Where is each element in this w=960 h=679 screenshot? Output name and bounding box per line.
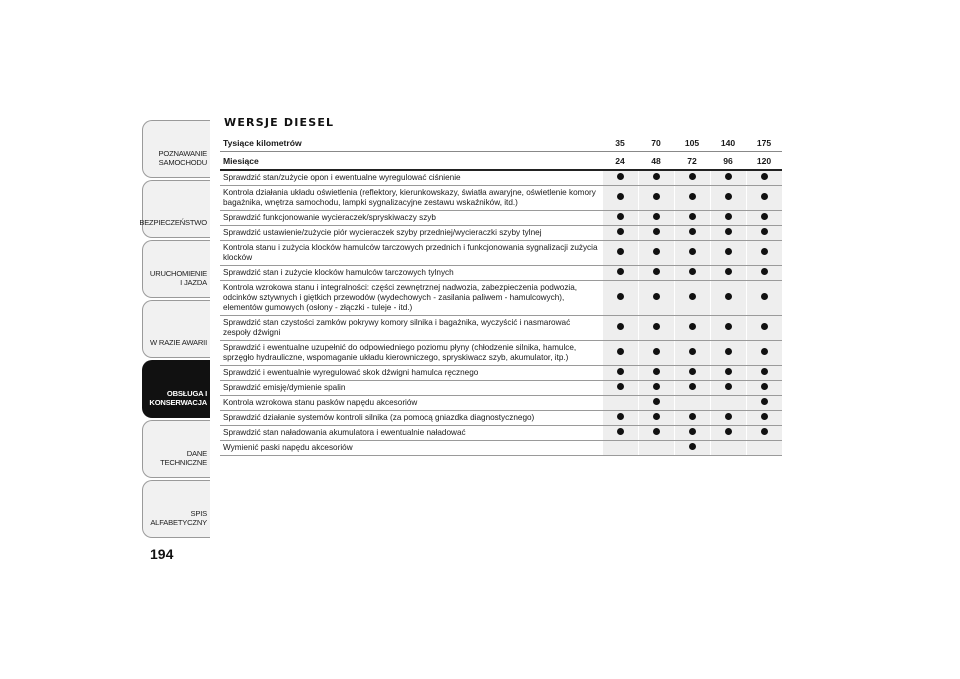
header-km-value: 175 <box>746 134 782 152</box>
task-description: Sprawdzić działanie systemów kontroli silnika (za pomocą gniazdka diagnostycznego) <box>220 411 602 426</box>
bullet-icon <box>725 323 732 330</box>
table-row <box>220 426 782 441</box>
bullet-icon <box>653 323 660 330</box>
page-number: 194 <box>150 546 174 562</box>
interval-cell <box>638 441 674 456</box>
bullet-icon <box>689 228 696 235</box>
interval-cell <box>674 316 710 341</box>
task-description: Kontrola wzrokowa stanu pasków napędu akcesoriów <box>220 396 602 411</box>
interval-cell <box>746 411 782 426</box>
bullet-icon <box>617 173 624 180</box>
task-description: Kontrola działania układu oświetlenia (reflektory, kierunkowskazy, światła awaryjne, oświetlenie komory bagażnika, wnętrza samochodu, lampki sygnalizacyjne zestawu wskaźników, itd.) <box>220 186 602 211</box>
task-description: Sprawdzić stan/zużycie opon i ewentualne wyregulować ciśnienie <box>220 170 602 186</box>
interval-cell <box>746 241 782 266</box>
interval-cell <box>602 366 638 381</box>
bullet-icon <box>617 348 624 355</box>
interval-cell <box>746 281 782 316</box>
maintenance-schedule-table <box>220 134 782 456</box>
interval-cell <box>710 441 746 456</box>
interval-cell <box>710 170 746 186</box>
interval-cell <box>638 316 674 341</box>
bullet-icon <box>689 428 696 435</box>
interval-cell <box>638 211 674 226</box>
interval-cell <box>746 186 782 211</box>
table-row <box>220 211 782 226</box>
interval-cell <box>602 341 638 366</box>
interval-cell <box>710 186 746 211</box>
bullet-icon <box>617 248 624 255</box>
bullet-icon <box>689 173 696 180</box>
interval-cell <box>602 266 638 281</box>
bullet-icon <box>617 228 624 235</box>
bullet-icon <box>725 173 732 180</box>
interval-cell <box>602 426 638 441</box>
interval-cell <box>746 266 782 281</box>
table-row <box>220 411 782 426</box>
interval-cell <box>710 281 746 316</box>
header-month-value: 24 <box>602 152 638 171</box>
bullet-icon <box>689 213 696 220</box>
bullet-icon <box>653 173 660 180</box>
interval-cell <box>710 316 746 341</box>
interval-cell <box>602 281 638 316</box>
interval-cell <box>746 170 782 186</box>
interval-cell <box>674 341 710 366</box>
table-row <box>220 226 782 241</box>
interval-cell <box>746 341 782 366</box>
interval-cell <box>746 441 782 456</box>
interval-cell <box>602 226 638 241</box>
tab-label: URUCHOMIENIE I JAZDA <box>149 269 207 287</box>
table-row <box>220 266 782 281</box>
header-month-value: 120 <box>746 152 782 171</box>
bullet-icon <box>617 293 624 300</box>
table-row <box>220 170 782 186</box>
bullet-icon <box>761 323 768 330</box>
task-description: Sprawdzić stan naładowania akumulatora i ewentualnie naładować <box>220 426 602 441</box>
interval-cell <box>674 226 710 241</box>
interval-cell <box>602 241 638 266</box>
interval-cell <box>638 381 674 396</box>
interval-cell <box>638 186 674 211</box>
tab-dane-techniczne[interactable] <box>142 420 210 478</box>
interval-cell <box>638 170 674 186</box>
header-km-label: Tysiące kilometrów <box>220 134 602 152</box>
bullet-icon <box>689 383 696 390</box>
bullet-icon <box>653 293 660 300</box>
bullet-icon <box>725 413 732 420</box>
interval-cell <box>638 366 674 381</box>
bullet-icon <box>761 398 768 405</box>
bullet-icon <box>725 428 732 435</box>
bullet-icon <box>653 193 660 200</box>
interval-cell <box>638 226 674 241</box>
interval-cell <box>674 170 710 186</box>
interval-cell <box>710 211 746 226</box>
bullet-icon <box>653 428 660 435</box>
header-km-value: 35 <box>602 134 638 152</box>
table-row <box>220 281 782 316</box>
interval-cell <box>710 266 746 281</box>
bullet-icon <box>725 383 732 390</box>
interval-cell <box>710 411 746 426</box>
table-row <box>220 186 782 211</box>
bullet-icon <box>725 248 732 255</box>
bullet-icon <box>617 428 624 435</box>
bullet-icon <box>653 248 660 255</box>
interval-cell <box>602 316 638 341</box>
bullet-icon <box>653 348 660 355</box>
bullet-icon <box>617 193 624 200</box>
interval-cell <box>710 341 746 366</box>
task-description: Sprawdzić i ewentualnie wyregulować skok dźwigni hamulca ręcznego <box>220 366 602 381</box>
bullet-icon <box>725 228 732 235</box>
bullet-icon <box>689 248 696 255</box>
interval-cell <box>602 170 638 186</box>
bullet-icon <box>653 413 660 420</box>
interval-cell <box>674 186 710 211</box>
interval-cell <box>746 396 782 411</box>
interval-cell <box>674 411 710 426</box>
bullet-icon <box>761 348 768 355</box>
interval-cell <box>746 381 782 396</box>
bullet-icon <box>725 193 732 200</box>
tab-label: POZNAWANIE SAMOCHODU <box>158 149 207 167</box>
bullet-icon <box>617 413 624 420</box>
interval-cell <box>602 381 638 396</box>
header-month-value: 72 <box>674 152 710 171</box>
bullet-icon <box>617 368 624 375</box>
interval-cell <box>710 396 746 411</box>
bullet-icon <box>761 383 768 390</box>
bullet-icon <box>725 348 732 355</box>
task-description: Sprawdzić stan czystości zamków pokrywy komory silnika i bagażnika, wyczyścić i nasmarować zespoły dźwigni <box>220 316 602 341</box>
header-month-value: 48 <box>638 152 674 171</box>
bullet-icon <box>761 293 768 300</box>
interval-cell <box>638 426 674 441</box>
interval-cell <box>746 226 782 241</box>
task-description: Kontrola stanu i zużycia klocków hamulców tarczowych przednich i funkcjonowania sygnalizacji zużycia klocków <box>220 241 602 266</box>
interval-cell <box>746 426 782 441</box>
task-description: Sprawdzić i ewentualne uzupełnić do odpowiedniego poziomu płyny (chłodzenie silnika, hamulce, sprzęgło hydrauliczne, wspomaganie układu kierowniczego, spryskiwacz szyb, akumulator, itp.) <box>220 341 602 366</box>
bullet-icon <box>761 368 768 375</box>
interval-cell <box>638 241 674 266</box>
task-description: Sprawdzić emisję/dymienie spalin <box>220 381 602 396</box>
interval-cell <box>674 211 710 226</box>
interval-cell <box>710 426 746 441</box>
tab-label: DANE TECHNICZNE <box>160 449 207 467</box>
bullet-icon <box>653 228 660 235</box>
bullet-icon <box>725 268 732 275</box>
tab-spis-alfabetyczny[interactable] <box>142 480 210 538</box>
table-row <box>220 341 782 366</box>
bullet-icon <box>761 213 768 220</box>
bullet-icon <box>653 368 660 375</box>
bullet-icon <box>653 383 660 390</box>
bullet-icon <box>653 268 660 275</box>
interval-cell <box>602 211 638 226</box>
task-description: Sprawdzić funkcjonowanie wycieraczek/spryskiwaczy szyb <box>220 211 602 226</box>
interval-cell <box>602 396 638 411</box>
bullet-icon <box>689 413 696 420</box>
header-row-km <box>220 134 782 152</box>
bullet-icon <box>761 268 768 275</box>
table-row <box>220 241 782 266</box>
bullet-icon <box>689 193 696 200</box>
tab-label: BEZPIECZEŃSTWO <box>139 218 207 227</box>
bullet-icon <box>761 428 768 435</box>
table-row <box>220 366 782 381</box>
table-row <box>220 316 782 341</box>
interval-cell <box>710 241 746 266</box>
interval-cell <box>710 366 746 381</box>
bullet-icon <box>761 413 768 420</box>
bullet-icon <box>689 293 696 300</box>
tab-obsluga-i-konserwacja[interactable] <box>142 360 210 418</box>
interval-cell <box>638 396 674 411</box>
interval-cell <box>674 426 710 441</box>
interval-cell <box>602 411 638 426</box>
header-row-months <box>220 152 782 171</box>
bullet-icon <box>689 443 696 450</box>
header-km-value: 70 <box>638 134 674 152</box>
interval-cell <box>674 396 710 411</box>
table-row <box>220 381 782 396</box>
interval-cell <box>638 341 674 366</box>
bullet-icon <box>689 323 696 330</box>
bullet-icon <box>689 268 696 275</box>
tab-label: SPIS ALFABETYCZNY <box>150 509 207 527</box>
interval-cell <box>602 186 638 211</box>
table-row <box>220 441 782 456</box>
interval-cell <box>638 281 674 316</box>
tab-w-razie-awarii[interactable] <box>142 300 210 358</box>
interval-cell <box>746 211 782 226</box>
table-row <box>220 396 782 411</box>
bullet-icon <box>617 383 624 390</box>
interval-cell <box>674 366 710 381</box>
bullet-icon <box>617 268 624 275</box>
task-description: Sprawdzić ustawienie/zużycie piór wycieraczek szyby przedniej/wycieraczki szyby tylnej <box>220 226 602 241</box>
tab-label: W RAZIE AWARII <box>150 338 207 347</box>
tab-label: OBSŁUGA I KONSERWACJA <box>149 389 207 407</box>
interval-cell <box>710 226 746 241</box>
interval-cell <box>674 266 710 281</box>
tab-uruchomienie-i-jazda[interactable] <box>142 240 210 298</box>
bullet-icon <box>761 228 768 235</box>
tab-bezpieczenstwo[interactable] <box>139 180 210 238</box>
header-months-label: Miesiące <box>220 152 602 171</box>
section-title: WERSJE DIESEL <box>224 116 335 129</box>
task-description: Wymienić paski napędu akcesoriów <box>220 441 602 456</box>
bullet-icon <box>617 213 624 220</box>
bullet-icon <box>725 368 732 375</box>
task-description: Sprawdzić stan i zużycie klocków hamulców tarczowych tylnych <box>220 266 602 281</box>
bullet-icon <box>725 293 732 300</box>
interval-cell <box>674 441 710 456</box>
tab-poznawanie-samochodu[interactable] <box>142 120 210 178</box>
bullet-icon <box>725 213 732 220</box>
bullet-icon <box>653 213 660 220</box>
interval-cell <box>638 411 674 426</box>
interval-cell <box>674 241 710 266</box>
header-km-value: 105 <box>674 134 710 152</box>
interval-cell <box>674 381 710 396</box>
bullet-icon <box>761 193 768 200</box>
interval-cell <box>638 266 674 281</box>
header-month-value: 96 <box>710 152 746 171</box>
bullet-icon <box>761 248 768 255</box>
interval-cell <box>710 381 746 396</box>
interval-cell <box>602 441 638 456</box>
bullet-icon <box>653 398 660 405</box>
interval-cell <box>674 281 710 316</box>
bullet-icon <box>761 173 768 180</box>
interval-cell <box>746 366 782 381</box>
task-description: Kontrola wzrokowa stanu i integralności: części zewnętrznej nadwozia, zabezpieczenia podwozia, odcinków sztywnych i giętkich przewodów (wydechowych - zasilania paliwem - hamulcowych), elementów gumowych (osłony - złączki - tuleje - itd.) <box>220 281 602 316</box>
header-km-value: 140 <box>710 134 746 152</box>
bullet-icon <box>617 323 624 330</box>
bullet-icon <box>689 368 696 375</box>
interval-cell <box>746 316 782 341</box>
bullet-icon <box>689 348 696 355</box>
